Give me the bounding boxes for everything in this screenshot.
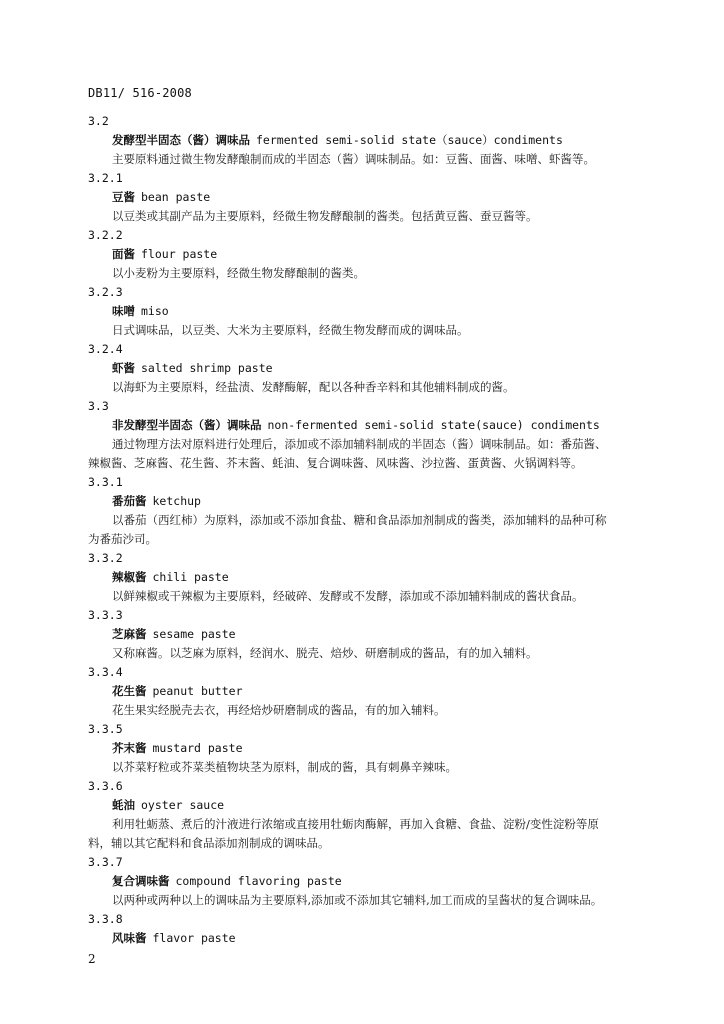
definition-text: 以小麦粉为主要原料，经微生物发酵酿制的酱类。 (112, 266, 365, 280)
definition-continuation: 辣椒酱、芝麻酱、花生酱、芥末酱、蚝油、复合调味酱、风味酱、沙拉酱、蛋黄酱、火锅调料等。 (88, 456, 583, 470)
section-number: 3.2 (88, 114, 109, 128)
definition-text: 以芥菜籽粒或芥菜类植物块茎为原料，制成的酱，具有刺鼻辛辣味。 (112, 760, 457, 774)
section-number: 3.3.5 (88, 722, 123, 736)
term-heading (88, 492, 658, 511)
term-english: peanut butter (152, 684, 243, 698)
definition-text: 花生果实经脱壳去衣，再经焙炒研磨制成的酱品，有的加入辅料。 (112, 703, 446, 717)
definition-text: 以番茄（西红柿）为原料，添加或不添加食盐、糖和食品添加剂制成的酱类，添加辅料的品种可称 (112, 513, 607, 527)
term-chinese: 蚝油 (112, 798, 135, 812)
term-english: chili paste (152, 570, 229, 584)
term-heading (88, 416, 658, 435)
section-number: 3.3 (88, 399, 109, 413)
section-number: 3.2.3 (88, 285, 123, 299)
term-chinese: 味噌 (112, 304, 135, 318)
term-english: compound flavoring paste (175, 874, 342, 888)
term-heading (88, 682, 658, 701)
definition-text: 利用牡蛎蒸、煮后的汁液进行浓缩或直接用牡蛎肉酶解，再加入食糖、食盐、淀粉/变性淀粉等原 (112, 817, 599, 831)
section-number: 3.2.1 (88, 171, 123, 185)
term-chinese: 虾酱 (112, 361, 135, 375)
section-number: 3.3.8 (88, 912, 123, 926)
term-english: salted shrimp paste (141, 361, 273, 375)
term-chinese: 花生酱 (112, 684, 147, 698)
term-heading (88, 359, 658, 378)
term-heading (88, 302, 658, 321)
term-english: ketchup (152, 494, 201, 508)
term-chinese: 风味酱 (112, 931, 147, 945)
definition-text: 通过物理方法对原料进行处理后，添加或不添加辅料制成的半固态（酱）调味制品。如：番茄酱、 (112, 437, 607, 451)
document-header: DB11/ 516-2008 (88, 86, 192, 100)
section-number: 3.3.2 (88, 551, 123, 565)
section-number: 3.3.1 (88, 475, 123, 489)
definition-text: 以两种或两种以上的调味品为主要原料,添加或不添加其它辅料,加工而成的呈酱状的复合调味品。 (112, 893, 603, 907)
section-number: 3.3.7 (88, 855, 123, 869)
document-body (88, 112, 658, 948)
definition-text: 以豆类或其副产品为主要原料，经微生物发酵酿制的酱类。包括黄豆酱、蚕豆酱等。 (112, 209, 538, 223)
section-number: 3.3.3 (88, 608, 123, 622)
term-english: bean paste (141, 190, 211, 204)
term-chinese: 复合调味酱 (112, 874, 170, 888)
term-english: oyster sauce (141, 798, 225, 812)
term-chinese: 芝麻酱 (112, 627, 147, 641)
term-heading (88, 872, 658, 891)
term-heading (88, 568, 658, 587)
section-number: 3.2.2 (88, 228, 123, 242)
term-heading (88, 131, 658, 150)
section-number: 3.2.4 (88, 342, 123, 356)
definition-text: 以鲜辣椒或干辣椒为主要原料，经破碎、发酵或不发酵，添加或不添加辅料制成的酱状食品。 (112, 589, 584, 603)
term-heading (88, 245, 658, 264)
page-number: 2 (88, 952, 96, 966)
term-english: flour paste (141, 247, 218, 261)
term-heading (88, 929, 658, 948)
term-english: mustard paste (152, 741, 243, 755)
term-chinese: 芥末酱 (112, 741, 147, 755)
definition-continuation: 为番茄沙司。 (88, 532, 157, 546)
term-heading (88, 739, 658, 758)
term-heading (88, 796, 658, 815)
definition-text: 以海虾为主要原料，经盐渍、发酵酶解，配以各种香辛料和其他辅料制成的酱。 (112, 380, 515, 394)
term-english: miso (141, 304, 169, 318)
definition-continuation: 料，辅以其它配料和食品添加剂制成的调味品。 (88, 836, 330, 850)
definition-text: 主要原料通过微生物发酵酿制而成的半固态（酱）调味制品。如：豆酱、面酱、味噌、虾酱等。 (112, 152, 595, 166)
section-number: 3.3.4 (88, 665, 123, 679)
term-english: sesame paste (152, 627, 236, 641)
term-chinese: 番茄酱 (112, 494, 147, 508)
term-chinese: 豆酱 (112, 190, 135, 204)
term-chinese: 面酱 (112, 247, 135, 261)
term-english: flavor paste (152, 931, 236, 945)
term-heading (88, 625, 658, 644)
term-english: fermented semi-solid state（sauce）condiments (256, 133, 563, 147)
term-chinese: 非发酵型半固态（酱）调味品 (112, 418, 262, 432)
definition-text: 日式调味品，以豆类、大米为主要原料，经微生物发酵而成的调味品。 (112, 323, 469, 337)
definition-text: 又称麻酱。以芝麻为原料，经润水、脱壳、焙炒、研磨制成的酱品，有的加入辅料。 (112, 646, 538, 660)
term-english: non-fermented semi-solid state(sauce) condiments (267, 418, 600, 432)
section-number: 3.3.6 (88, 779, 123, 793)
term-chinese: 辣椒酱 (112, 570, 147, 584)
term-chinese: 发酵型半固态（酱）调味品 (112, 133, 250, 147)
term-heading (88, 188, 658, 207)
